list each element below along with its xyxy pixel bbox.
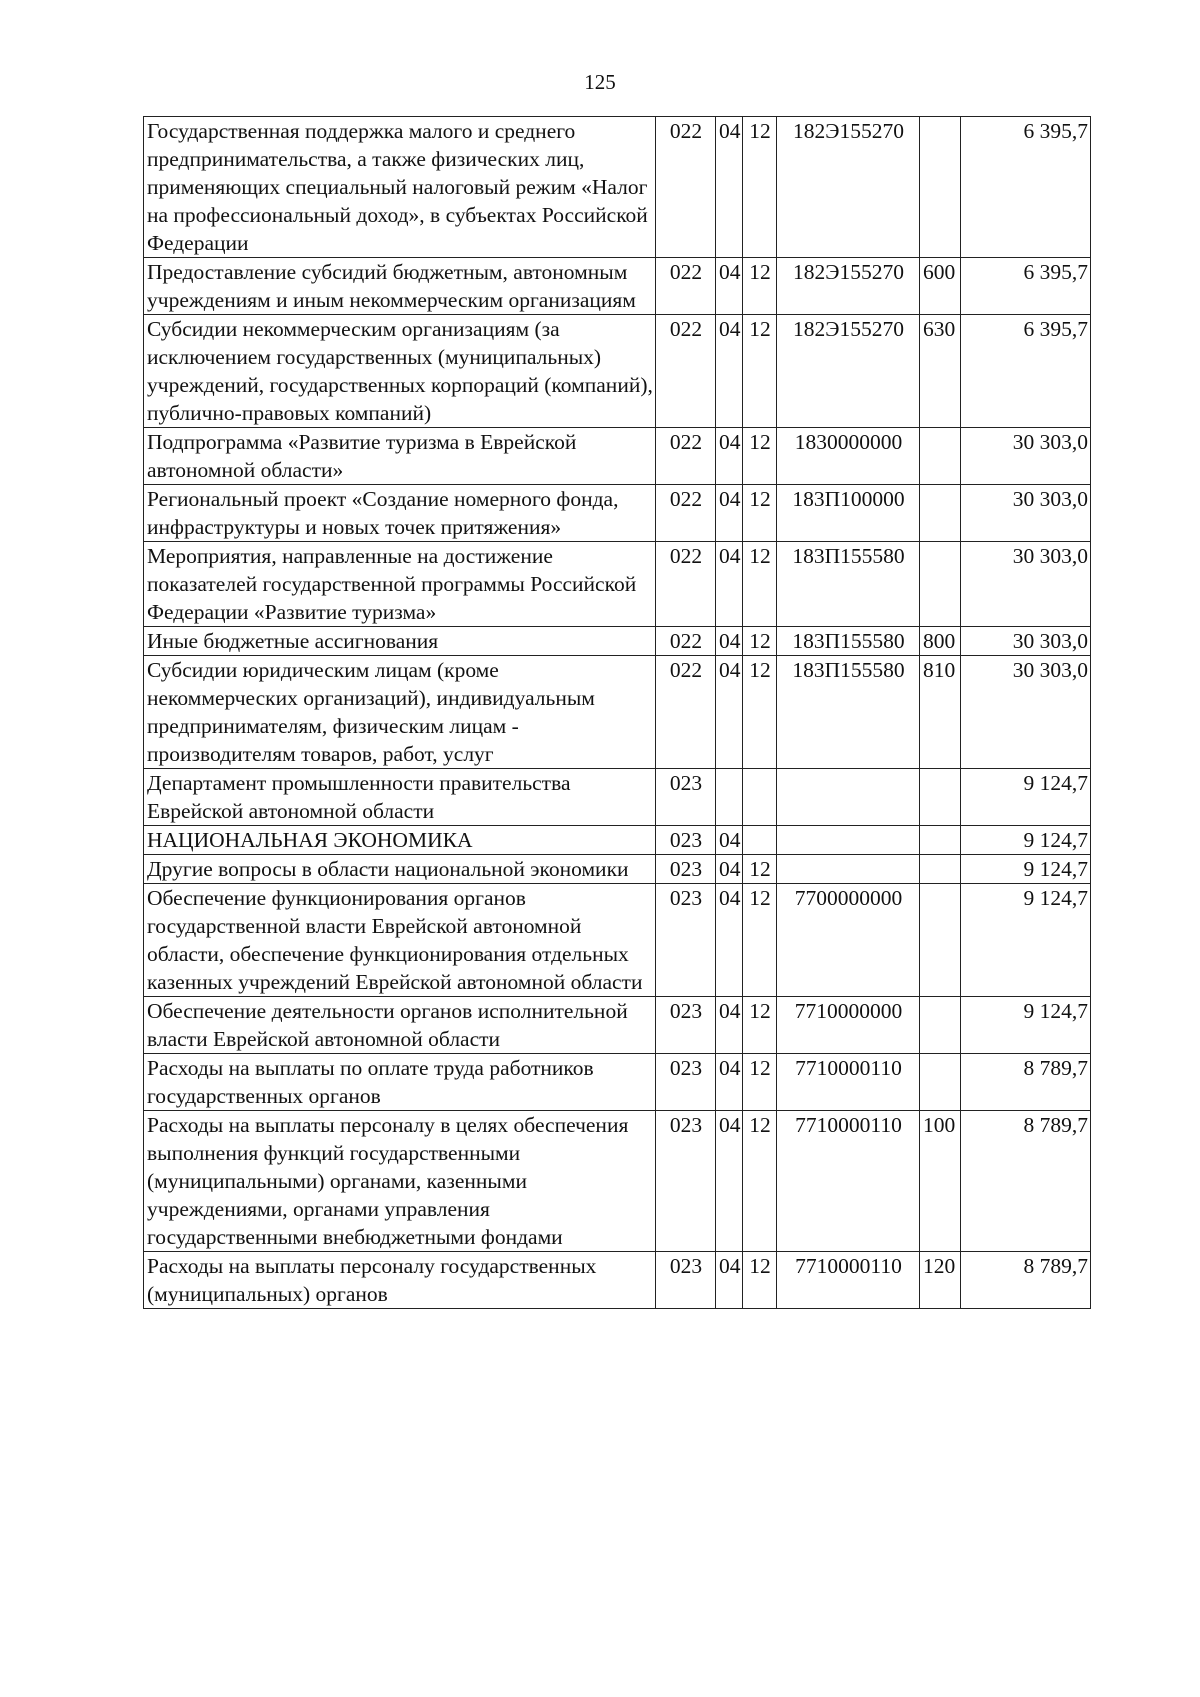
- amount-cell: 9 124,7: [961, 884, 1091, 997]
- section-code-cell: 04: [716, 542, 743, 627]
- expense-type-code-cell: 120: [920, 1252, 961, 1309]
- amount-cell: 30 303,0: [961, 656, 1091, 769]
- table-row: [144, 315, 1091, 428]
- table-row: [144, 542, 1091, 627]
- target-item-code-cell: 182Э155270: [777, 258, 920, 315]
- section-code-cell: 04: [716, 627, 743, 656]
- table-row: [144, 884, 1091, 997]
- table-row: [144, 656, 1091, 769]
- budget-table-body: [144, 117, 1091, 1309]
- section-code-cell: 04: [716, 826, 743, 855]
- target-item-code-cell: 7710000000: [777, 997, 920, 1054]
- department-code-cell: 023: [656, 769, 716, 826]
- section-code-cell: 04: [716, 315, 743, 428]
- subsection-code-cell: [743, 769, 777, 826]
- department-code-cell: 023: [656, 1252, 716, 1309]
- department-code-cell: 023: [656, 1054, 716, 1111]
- amount-cell: 30 303,0: [961, 542, 1091, 627]
- expense-name-cell: Подпрограмма «Развитие туризма в Еврейской автономной области»: [144, 428, 656, 485]
- table-row: [144, 485, 1091, 542]
- page-number: 125: [584, 70, 616, 94]
- department-code-cell: 022: [656, 117, 716, 258]
- table-row: [144, 1054, 1091, 1111]
- amount-cell: 9 124,7: [961, 769, 1091, 826]
- table-row: [144, 428, 1091, 485]
- target-item-code-cell: [777, 826, 920, 855]
- target-item-code-cell: 7710000110: [777, 1054, 920, 1111]
- expense-type-code-cell: [920, 997, 961, 1054]
- subsection-code-cell: 12: [743, 485, 777, 542]
- expense-type-code-cell: 800: [920, 627, 961, 656]
- table-row: [144, 1252, 1091, 1309]
- expense-type-code-cell: [920, 826, 961, 855]
- expense-name-cell: Департамент промышленности правительства Еврейской автономной области: [144, 769, 656, 826]
- department-code-cell: 023: [656, 855, 716, 884]
- amount-cell: 6 395,7: [961, 315, 1091, 428]
- department-code-cell: 023: [656, 997, 716, 1054]
- expense-name-cell: Предоставление субсидий бюджетным, автономным учреждениям и иным некоммерческим организациям: [144, 258, 656, 315]
- expense-name-cell: Мероприятия, направленные на достижение показателей государственной программы Российской Федерации «Развитие туризма»: [144, 542, 656, 627]
- subsection-code-cell: 12: [743, 258, 777, 315]
- subsection-code-cell: 12: [743, 997, 777, 1054]
- target-item-code-cell: 182Э155270: [777, 315, 920, 428]
- target-item-code-cell: [777, 769, 920, 826]
- target-item-code-cell: 7710000110: [777, 1252, 920, 1309]
- expense-type-code-cell: 600: [920, 258, 961, 315]
- target-item-code-cell: 183П155580: [777, 542, 920, 627]
- subsection-code-cell: 12: [743, 117, 777, 258]
- target-item-code-cell: [777, 855, 920, 884]
- department-code-cell: 022: [656, 627, 716, 656]
- subsection-code-cell: 12: [743, 1054, 777, 1111]
- expense-name-cell: Расходы на выплаты по оплате труда работников государственных органов: [144, 1054, 656, 1111]
- target-item-code-cell: 183П100000: [777, 485, 920, 542]
- target-item-code-cell: 7700000000: [777, 884, 920, 997]
- expense-name-cell: Иные бюджетные ассигнования: [144, 627, 656, 656]
- expense-type-code-cell: 630: [920, 315, 961, 428]
- section-code-cell: 04: [716, 884, 743, 997]
- table-row: [144, 117, 1091, 258]
- amount-cell: 8 789,7: [961, 1111, 1091, 1252]
- table-row: [144, 826, 1091, 855]
- department-code-cell: 022: [656, 656, 716, 769]
- expense-type-code-cell: [920, 769, 961, 826]
- subsection-code-cell: [743, 826, 777, 855]
- expense-name-cell: НАЦИОНАЛЬНАЯ ЭКОНОМИКА: [144, 826, 656, 855]
- department-code-cell: 023: [656, 884, 716, 997]
- budget-table: [143, 116, 1091, 1309]
- expense-type-code-cell: [920, 485, 961, 542]
- section-code-cell: 04: [716, 117, 743, 258]
- subsection-code-cell: 12: [743, 542, 777, 627]
- expense-name-cell: Субсидии некоммерческим организациям (за исключением государственных (муниципальных) учреждений, государственных корпораций (компаний), публично-правовых компаний): [144, 315, 656, 428]
- expense-type-code-cell: [920, 428, 961, 485]
- amount-cell: 30 303,0: [961, 428, 1091, 485]
- table-row: [144, 627, 1091, 656]
- section-code-cell: 04: [716, 997, 743, 1054]
- department-code-cell: 022: [656, 315, 716, 428]
- amount-cell: 8 789,7: [961, 1252, 1091, 1309]
- subsection-code-cell: 12: [743, 315, 777, 428]
- expense-type-code-cell: 810: [920, 656, 961, 769]
- expense-type-code-cell: 100: [920, 1111, 961, 1252]
- target-item-code-cell: 183П155580: [777, 627, 920, 656]
- amount-cell: 30 303,0: [961, 485, 1091, 542]
- section-code-cell: 04: [716, 1111, 743, 1252]
- target-item-code-cell: 183П155580: [777, 656, 920, 769]
- subsection-code-cell: 12: [743, 428, 777, 485]
- expense-type-code-cell: [920, 542, 961, 627]
- subsection-code-cell: 12: [743, 656, 777, 769]
- table-row: [144, 855, 1091, 884]
- expense-name-cell: Расходы на выплаты персоналу в целях обеспечения выполнения функций государственными (муниципальными) органами, казенными учреждениями, органами управления государственными внебюджетными фондами: [144, 1111, 656, 1252]
- expense-name-cell: Обеспечение деятельности органов исполнительной власти Еврейской автономной области: [144, 997, 656, 1054]
- expense-name-cell: Региональный проект «Создание номерного фонда, инфраструктуры и новых точек притяжения»: [144, 485, 656, 542]
- target-item-code-cell: 182Э155270: [777, 117, 920, 258]
- target-item-code-cell: 7710000110: [777, 1111, 920, 1252]
- subsection-code-cell: 12: [743, 1111, 777, 1252]
- expense-name-cell: Обеспечение функционирования органов государственной власти Еврейской автономной области, обеспечение функционирования отдельных казенных учреждений Еврейской автономной области: [144, 884, 656, 997]
- table-row: [144, 769, 1091, 826]
- expense-type-code-cell: [920, 1054, 961, 1111]
- subsection-code-cell: 12: [743, 627, 777, 656]
- table-row: [144, 1111, 1091, 1252]
- section-code-cell: [716, 769, 743, 826]
- subsection-code-cell: 12: [743, 884, 777, 997]
- amount-cell: 8 789,7: [961, 1054, 1091, 1111]
- department-code-cell: 022: [656, 542, 716, 627]
- department-code-cell: 022: [656, 485, 716, 542]
- section-code-cell: 04: [716, 1054, 743, 1111]
- amount-cell: 6 395,7: [961, 117, 1091, 258]
- amount-cell: 9 124,7: [961, 855, 1091, 884]
- expense-type-code-cell: [920, 117, 961, 258]
- expense-name-cell: Субсидии юридическим лицам (кроме некоммерческих организаций), индивидуальным предпринимателям, физическим лицам - производителям товаров, работ, услуг: [144, 656, 656, 769]
- expense-name-cell: Расходы на выплаты персоналу государственных (муниципальных) органов: [144, 1252, 656, 1309]
- expense-type-code-cell: [920, 855, 961, 884]
- department-code-cell: 023: [656, 826, 716, 855]
- table-row: [144, 997, 1091, 1054]
- amount-cell: 30 303,0: [961, 627, 1091, 656]
- section-code-cell: 04: [716, 656, 743, 769]
- subsection-code-cell: 12: [743, 1252, 777, 1309]
- department-code-cell: 023: [656, 1111, 716, 1252]
- amount-cell: 6 395,7: [961, 258, 1091, 315]
- target-item-code-cell: 1830000000: [777, 428, 920, 485]
- expense-name-cell: Другие вопросы в области национальной экономики: [144, 855, 656, 884]
- section-code-cell: 04: [716, 1252, 743, 1309]
- department-code-cell: 022: [656, 428, 716, 485]
- department-code-cell: 022: [656, 258, 716, 315]
- table-row: [144, 258, 1091, 315]
- section-code-cell: 04: [716, 485, 743, 542]
- section-code-cell: 04: [716, 428, 743, 485]
- subsection-code-cell: 12: [743, 855, 777, 884]
- section-code-cell: 04: [716, 258, 743, 315]
- amount-cell: 9 124,7: [961, 826, 1091, 855]
- expense-name-cell: Государственная поддержка малого и среднего предпринимательства, а также физических лиц, применяющих специальный налоговый режим «Налог на профессиональный доход», в субъектах Российской Федерации: [144, 117, 656, 258]
- amount-cell: 9 124,7: [961, 997, 1091, 1054]
- section-code-cell: 04: [716, 855, 743, 884]
- expense-type-code-cell: [920, 884, 961, 997]
